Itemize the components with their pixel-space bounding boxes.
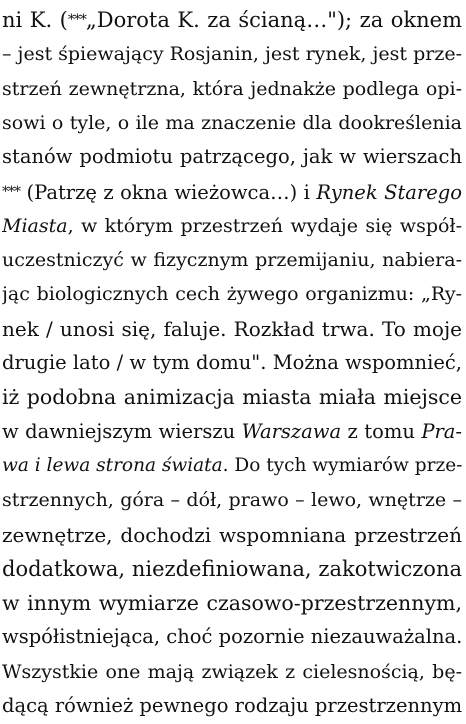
text-run: „Dorota K. za ścianą…"); za oknem [85, 8, 462, 32]
text-line [2, 174, 462, 210]
text-run: zewnętrze, dochodzi wspomniana przestrzeń [2, 522, 462, 547]
text-run: – jest śpiewający Rosjanin, jest rynek, jest prze- [2, 43, 462, 66]
text-run: jąc biologicznych cech żywego organizmu: „Ry- [2, 283, 462, 306]
italic-title: Miasta [2, 214, 68, 237]
text-run: z tomu [341, 419, 422, 443]
asterism-mark: *** [2, 183, 20, 200]
text-run: uczestniczyć w fizycznym przemijaniu, nabiera- [2, 249, 462, 272]
text-run: strzennych, góra – dół, prawo – lewo, wnętrze – [2, 489, 462, 512]
text-line [2, 36, 462, 72]
text-line [2, 71, 462, 107]
text-line [2, 688, 462, 724]
text-run: (Patrzę z okna wieżowca…) i [20, 180, 317, 204]
text-run: w dawniejszym wierszu [2, 419, 242, 443]
text-line [2, 105, 462, 141]
text-run: w innym wymiarze czasowo-przestrzennym, [2, 591, 462, 616]
text-line [2, 551, 462, 587]
text-line [2, 139, 462, 175]
text-run: dodatkowa, niezdefiniowana, zakotwiczona [2, 556, 462, 581]
text-line [2, 619, 462, 655]
text-line [2, 345, 462, 381]
text-run: stanów podmiotu patrzącego, jak w wierszach [2, 145, 462, 169]
text-run: współistniejąca, choć pozornie niezauważalna. [2, 625, 462, 649]
text-run: . Do tych wymiarów prze- [222, 454, 462, 476]
text-line [2, 414, 462, 450]
text-run: nek / unosi się, faluje. Rozkład trwa. To moje [2, 316, 462, 341]
italic-title: wa i lewa strona świata [2, 454, 223, 476]
text-run: Wszystkie one mają związek z cielesnością, bę- [2, 660, 462, 683]
text-line [2, 208, 462, 244]
text-line [2, 242, 462, 278]
text-line [2, 276, 462, 312]
text-line [2, 654, 462, 690]
text-run: dącą również pewnego rodzaju przestrzennym [2, 694, 462, 717]
text-run: iż podobna animizacja miasta miała miejsce [2, 385, 462, 410]
text-run: sowi o tyle, o ile ma znaczenie dla dookreślenia [2, 111, 462, 134]
text-line [2, 311, 462, 347]
asterism-mark: *** [67, 12, 86, 28]
text-line [2, 2, 462, 38]
text-line [2, 482, 462, 518]
text-line [2, 517, 462, 553]
text-run: ni K. ( [2, 8, 68, 32]
text-line [2, 585, 462, 621]
text-line [2, 448, 462, 484]
italic-title: Warszawa [241, 419, 342, 443]
page-text-block [2, 0, 462, 723]
text-run: drugie lato / w tym domu". Można wspomnieć, [2, 351, 462, 374]
text-run: , w którym przestrzeń wydaje się współ- [67, 214, 462, 237]
text-line [2, 379, 462, 415]
italic-title: Rynek Starego [316, 180, 462, 204]
italic-title: Pra- [421, 419, 462, 443]
text-run: strzeń zewnętrzna, która jednakże podlega opi- [2, 77, 462, 100]
